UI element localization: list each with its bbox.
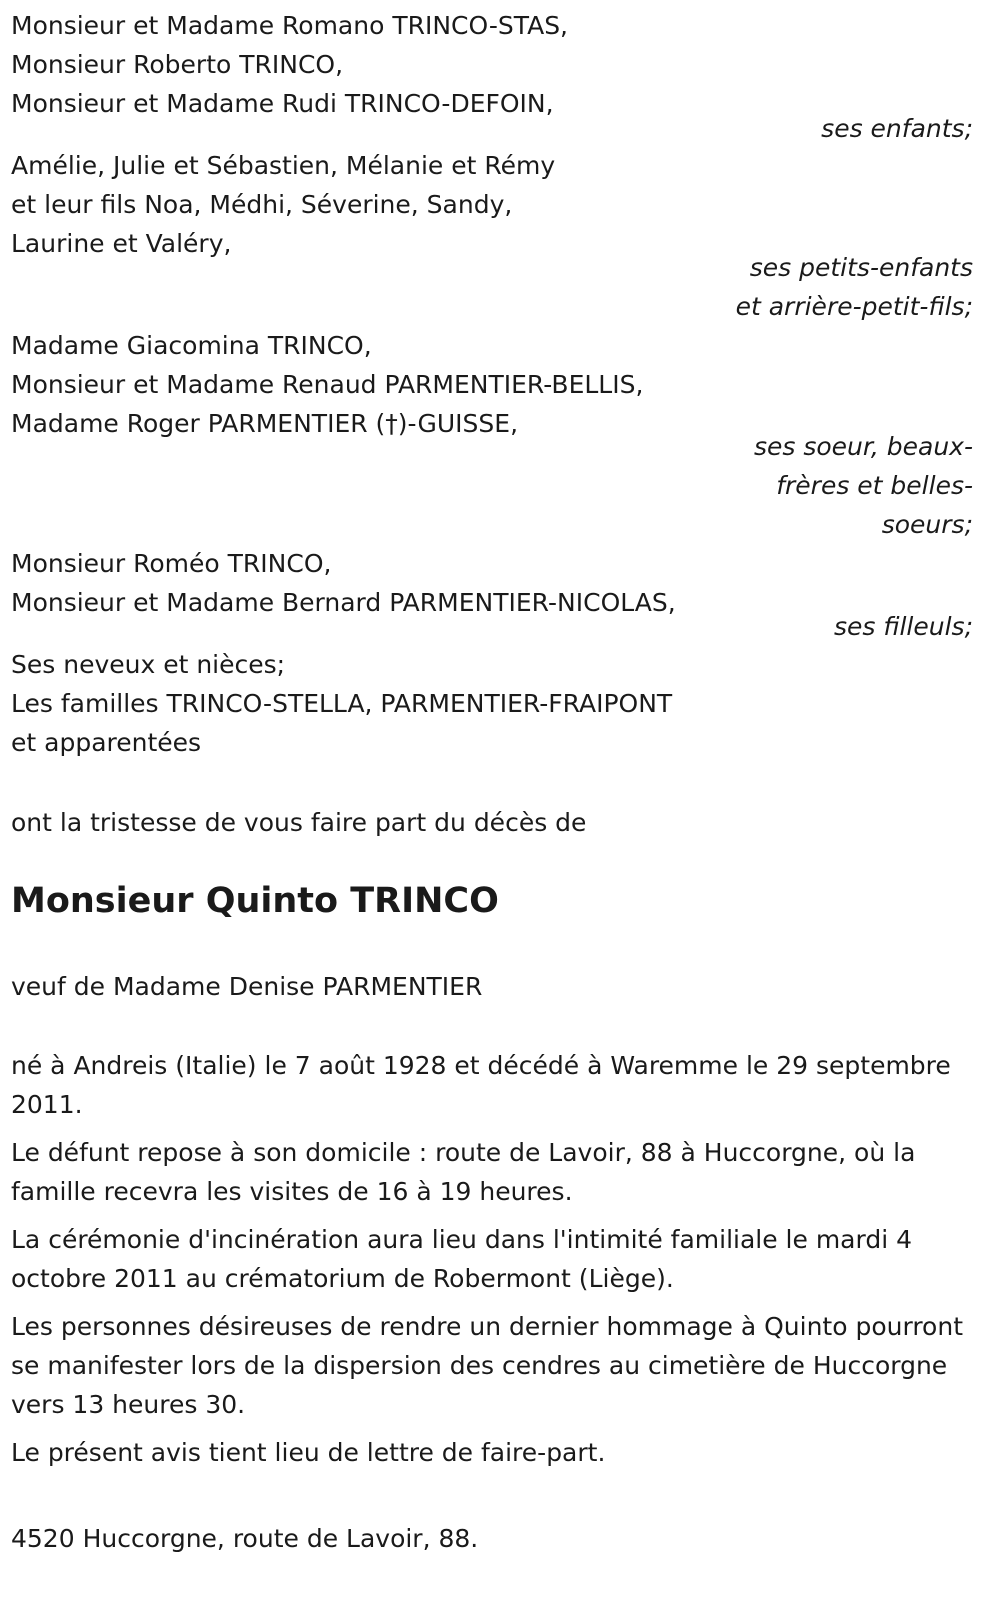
announcement-text: ont la tristesse de vous faire part du décès de [11, 808, 587, 837]
godchildren-group [11, 544, 973, 622]
family-name-line: Monsieur Roberto TRINCO, [11, 50, 344, 79]
siblings-group [11, 326, 973, 443]
family-name-line: Madame Giacomina TRINCO, [11, 331, 372, 360]
birth-death-paragraph: né à Andreis (Italie) le 7 août 1928 et décédé à Waremme le 29 septembre 2011. [11, 1051, 951, 1119]
children-group [11, 6, 973, 123]
family-name-line: Monsieur et Madame Bernard PARMENTIER-NICOLAS, [11, 588, 676, 617]
deceased-name: Monsieur Quinto TRINCO [11, 881, 499, 921]
extended-family [11, 645, 973, 762]
family-name-line: Laurine et Valéry, [11, 229, 232, 258]
family-name-line: Amélie, Julie et Sébastien, Mélanie et Rémy [11, 151, 556, 180]
relation-children: ses enfants; [821, 114, 973, 143]
family-name-line: Monsieur et Madame Renaud PARMENTIER-BELLIS, [11, 370, 644, 399]
details-section [11, 1046, 973, 1472]
relation-line: ses soeur, beaux- [753, 432, 973, 461]
family-line: Ses neveux et nièces; [11, 650, 286, 679]
address-text: 4520 Huccorgne, route de Lavoir, 88. [11, 1524, 479, 1553]
family-line: Les familles TRINCO-STELLA, PARMENTIER-FRAIPONT [11, 689, 673, 718]
relation-line: soeurs; [881, 510, 973, 539]
family-line: et apparentées [11, 728, 202, 757]
relation-line: et arrière-petit-fils; [735, 292, 973, 321]
relation-line: frères et belles- [776, 471, 973, 500]
relation-grandchildren [736, 248, 973, 326]
family-name-line: Madame Roger PARMENTIER (†)-GUISSE, [11, 409, 519, 438]
visitation-paragraph: Le défunt repose à son domicile : route de Lavoir, 88 à Huccorgne, où la famille recevra les visites de 16 à 19 heures. [11, 1138, 916, 1206]
widower-text: veuf de Madame Denise PARMENTIER [11, 972, 483, 1001]
relation-siblings [754, 427, 973, 544]
grandchildren-group [11, 146, 973, 263]
tribute-paragraph: Les personnes désireuses de rendre un dernier hommage à Quinto pourront se manifester lors de la dispersion des cendres au cimetière de Huccorgne vers 13 heures 30. [11, 1312, 963, 1419]
family-name-line: Monsieur Roméo TRINCO, [11, 549, 332, 578]
ceremony-paragraph: La cérémonie d'incinération aura lieu dans l'intimité familiale le mardi 4 octobre 2011 au crématorium de Robermont (Liège). [11, 1225, 913, 1293]
relation-godchildren: ses filleuls; [833, 612, 973, 641]
relation-line: ses petits-enfants [749, 253, 973, 282]
notice-paragraph: Le présent avis tient lieu de lettre de faire-part. [11, 1438, 606, 1467]
family-name-line: Monsieur et Madame Rudi TRINCO-DEFOIN, [11, 89, 554, 118]
family-name-line: et leur fils Noa, Médhi, Séverine, Sandy, [11, 190, 513, 219]
family-name-line: Monsieur et Madame Romano TRINCO-STAS, [11, 11, 569, 40]
